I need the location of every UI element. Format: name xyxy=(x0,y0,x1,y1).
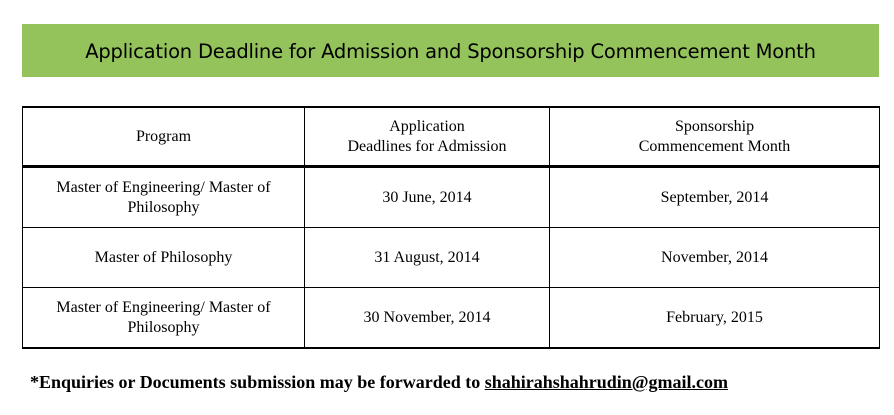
header-program xyxy=(23,107,305,167)
header-program-label: Program xyxy=(135,127,192,145)
program-cell xyxy=(23,167,305,228)
program-line2: Philosophy xyxy=(127,198,200,216)
deadline-cell: 30 June, 2014 xyxy=(305,167,550,228)
enquiries-text: *Enquiries or Documents submission may be forwarded to xyxy=(30,372,485,392)
program-line1: Master of Engineering/ Master of xyxy=(56,298,271,316)
page-title: Application Deadline for Admission and Sponsorship Commencement Month xyxy=(85,40,816,63)
header-sponsorship xyxy=(550,107,880,167)
program-cell xyxy=(23,228,305,288)
title-banner xyxy=(22,24,879,77)
contact-email-link[interactable]: shahirahshahrudin@gmail.com xyxy=(484,372,729,392)
header-sponsorship-line2: Commencement Month xyxy=(638,137,791,155)
deadline-cell: 30 November, 2014 xyxy=(305,288,550,349)
header-deadline xyxy=(305,107,550,167)
table-row xyxy=(23,288,880,349)
sponsorship-cell: November, 2014 xyxy=(550,228,880,288)
header-sponsorship-line1: Sponsorship xyxy=(674,117,755,135)
program-line1: Master of Philosophy xyxy=(94,248,233,266)
program-cell xyxy=(23,288,305,349)
header-deadline-line2: Deadlines for Admission xyxy=(347,137,507,155)
deadline-cell: 31 August, 2014 xyxy=(305,228,550,288)
sponsorship-cell: September, 2014 xyxy=(550,167,880,228)
header-deadline-line1: Application xyxy=(389,117,465,135)
table-row xyxy=(23,167,880,228)
program-line2: Philosophy xyxy=(127,318,200,336)
deadline-table xyxy=(22,106,880,349)
sponsorship-cell: February, 2015 xyxy=(550,288,880,349)
table-header-row xyxy=(23,107,880,167)
program-line1: Master of Engineering/ Master of xyxy=(56,178,271,196)
enquiries-note xyxy=(30,372,728,393)
table-row xyxy=(23,228,880,288)
